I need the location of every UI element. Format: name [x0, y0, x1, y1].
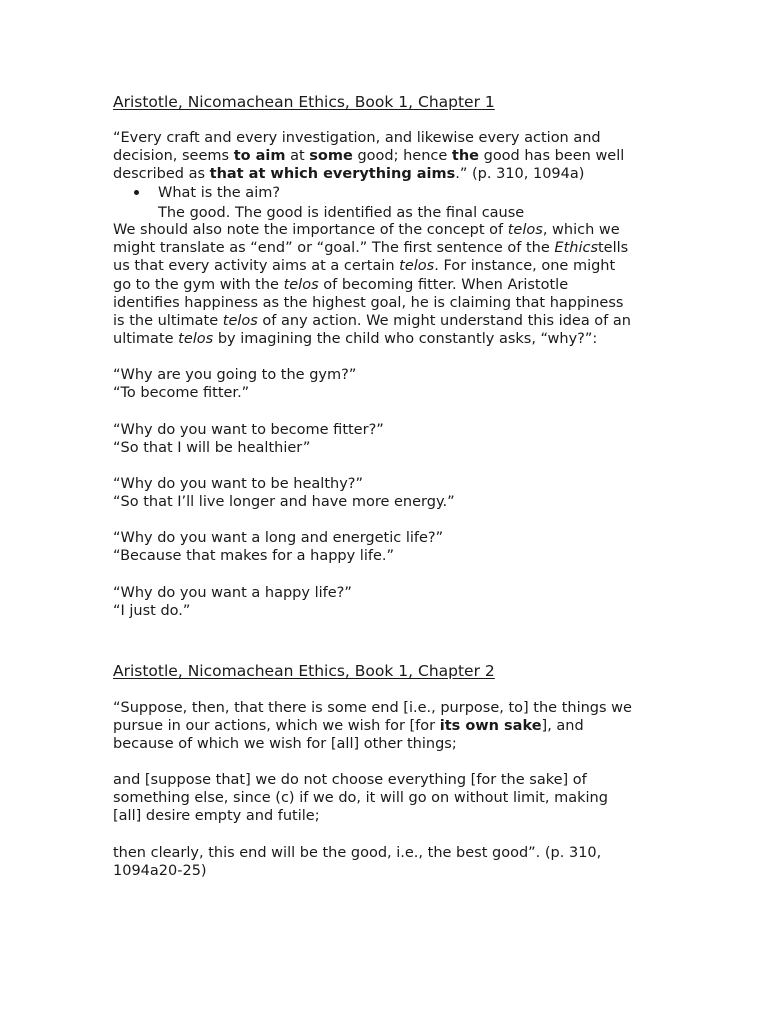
s2-p3-line-1: then clearly, this end will be the good, i.e., the best good”. (p. 310,	[113, 845, 602, 861]
para-line-6: is the ultimate telos of any action. We might understand this idea of an	[113, 313, 631, 329]
quote-line-3: described as that at which everything aims.” (p. 310, 1094a)	[113, 166, 585, 182]
para-line-4: go to the gym with the telos of becoming fitter. When Aristotle	[113, 277, 569, 293]
dialogue-line: “Why do you want to become fitter?”	[113, 422, 384, 438]
para-line-7: ultimate telos by imagining the child who constantly asks, “why?”:	[113, 331, 598, 347]
quote-line-1: “Every craft and every investigation, and likewise every action and	[113, 130, 601, 146]
s2-p3-line-2: 1094a20-25)	[113, 863, 207, 879]
dialogue-line: “Because that makes for a happy life.”	[113, 548, 395, 564]
dialogue-line: “So that I’ll live longer and have more energy.”	[113, 494, 455, 510]
dialogue-line: “Why do you want a long and energetic life?”	[113, 530, 444, 546]
dialogue-line: “Why do you want a happy life?”	[113, 585, 352, 601]
dialogue-line: “I just do.”	[113, 603, 191, 619]
quote-line-2: decision, seems to aim at some good; hence the good has been well	[113, 148, 625, 164]
bullet-answer: The good. The good is identified as the final cause	[158, 205, 525, 221]
s2-p1-line-1: “Suppose, then, that there is some end [i.e., purpose, to] the things we	[113, 700, 632, 716]
section-1-heading: Aristotle, Nicomachean Ethics, Book 1, Chapter 1	[113, 93, 495, 111]
s2-p1-line-3: because of which we wish for [all] other things;	[113, 736, 457, 752]
s2-p1-line-2: pursue in our actions, which we wish for [for its own sake], and	[113, 718, 584, 734]
dialogue-line: “To become fitter.”	[113, 385, 250, 401]
dialogue-line: “So that I will be healthier”	[113, 440, 311, 456]
para-line-5: identifies happiness as the highest goal, he is claiming that happiness	[113, 295, 624, 311]
para-line-1: We should also note the importance of the concept of telos, which we	[113, 222, 620, 238]
para-line-2: might translate as “end” or “goal.” The first sentence of the Ethicstells	[113, 240, 629, 256]
bullet-question: What is the aim?	[158, 185, 281, 201]
s2-p2-line-2: something else, since (c) if we do, it will go on without limit, making	[113, 790, 608, 806]
s2-p2-line-3: [all] desire empty and futile;	[113, 808, 320, 824]
dialogue-line: “Why do you want to be healthy?”	[113, 476, 363, 492]
para-line-3: us that every activity aims at a certain telos. For instance, one might	[113, 258, 616, 274]
section-2-heading: Aristotle, Nicomachean Ethics, Book 1, Chapter 2	[113, 662, 495, 680]
s2-p2-line-1: and [suppose that] we do not choose everything [for the sake] of	[113, 772, 587, 788]
bullet-dot-icon	[134, 190, 139, 195]
dialogue-line: “Why are you going to the gym?”	[113, 367, 357, 383]
